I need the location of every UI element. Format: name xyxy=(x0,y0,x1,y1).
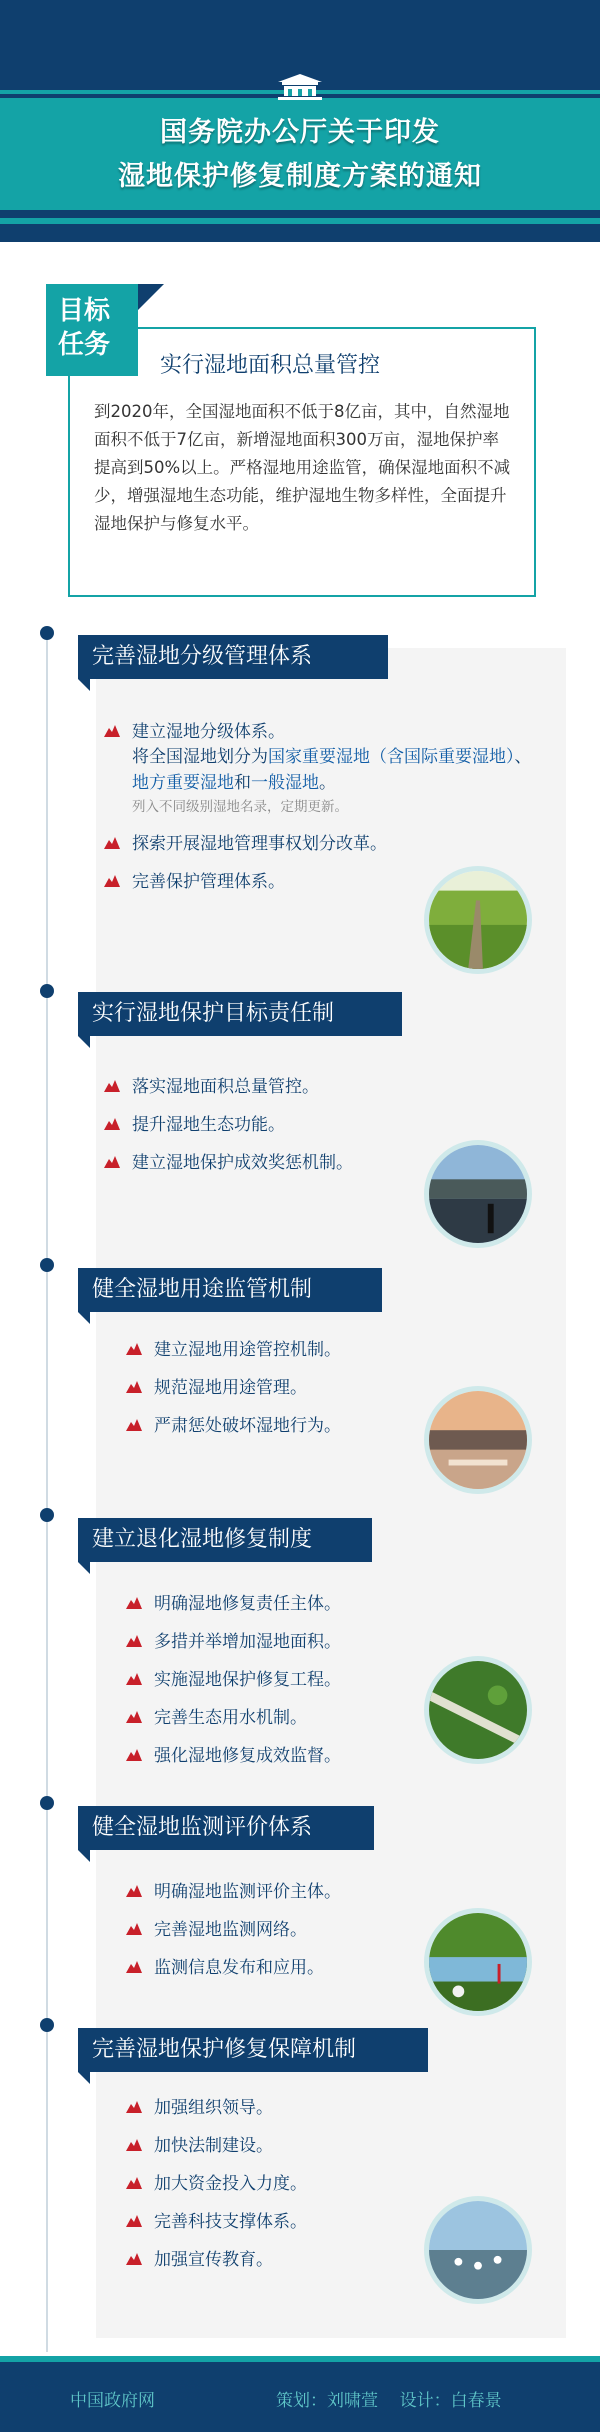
item-text: 规范湿地用途管理。 xyxy=(154,1378,307,1398)
mountain-bullet-icon xyxy=(126,1381,142,1393)
list-item xyxy=(126,2172,426,2196)
section-title: 完善湿地保护修复保障机制 xyxy=(78,2028,428,2072)
item-text: 落实湿地面积总量管控。 xyxy=(132,1077,319,1097)
item-text: 加大资金投入力度。 xyxy=(154,2174,307,2194)
section-title: 健全湿地用途监管机制 xyxy=(78,1268,382,1312)
mountain-bullet-icon xyxy=(126,2215,142,2227)
timeline-dot xyxy=(40,984,54,998)
wetland-sunset-photo xyxy=(424,1386,532,1494)
item-text: 加强组织领导。 xyxy=(154,2098,273,2118)
item-text: 明确湿地监测评价主体。 xyxy=(154,1882,341,1902)
item-text: 严肃惩处破坏湿地行为。 xyxy=(154,1416,341,1436)
list-item xyxy=(126,2134,426,2158)
item-text: 监测信息发布和应用。 xyxy=(154,1958,324,1978)
page-title-line1: 国务院办公厅关于印发 xyxy=(160,117,440,148)
mountain-bullet-icon xyxy=(126,1419,142,1431)
item-text: 强化湿地修复成效监督。 xyxy=(154,1746,341,1766)
item-text: 明确湿地修复责任主体。 xyxy=(154,1594,341,1614)
footer-source: 中国政府网 xyxy=(70,2391,155,2411)
item-text: 完善湿地监测网络。 xyxy=(154,1920,307,1940)
item-text: 完善科技支撑体系。 xyxy=(154,2212,307,2232)
mountain-bullet-icon xyxy=(126,1961,142,1973)
timeline-dot xyxy=(40,1258,54,1272)
item-text: 建立湿地分级体系。 xyxy=(132,722,285,742)
item-text: 建立湿地保护成效奖惩机制。 xyxy=(132,1153,353,1173)
mountain-bullet-icon xyxy=(104,1118,120,1130)
list-item xyxy=(104,1075,404,1099)
mountain-bullet-icon xyxy=(104,837,120,849)
goal-tag xyxy=(46,284,138,376)
item-note: 列入不同级别湿地名录，定期更新。 xyxy=(132,799,348,815)
mountain-bullet-icon xyxy=(126,2253,142,2265)
item-subtext: 将全国湿地划分为国家重要湿地（含国际重要湿地）、地方重要湿地和一般湿地。 xyxy=(132,747,532,793)
wetland-boardwalk-photo xyxy=(424,866,532,974)
mountain-bullet-icon xyxy=(126,1597,142,1609)
timeline-dot xyxy=(40,2018,54,2032)
timeline-dot xyxy=(40,1508,54,1522)
section-items xyxy=(126,1338,426,1452)
goal-tag-label: 目标 任务 xyxy=(58,296,111,360)
wetland-flower-photo xyxy=(424,1908,532,2016)
wetland-bridge-photo xyxy=(424,1656,532,1764)
list-item xyxy=(126,1744,426,1768)
mountain-bullet-icon xyxy=(126,1635,142,1647)
mountain-bullet-icon xyxy=(104,725,120,737)
footer-credits: 策划：刘啸萱 设计：白春景 xyxy=(276,2391,502,2411)
list-item xyxy=(104,1151,404,1175)
list-item xyxy=(126,2096,426,2120)
mountain-bullet-icon xyxy=(126,1885,142,1897)
section-title: 完善湿地分级管理体系 xyxy=(78,635,388,679)
item-text: 完善生态用水机制。 xyxy=(154,1708,307,1728)
mountain-bullet-icon xyxy=(126,1749,142,1761)
mountain-bullet-icon xyxy=(126,1673,142,1685)
section-title: 实行湿地保护目标责任制 xyxy=(78,992,402,1036)
item-text: 实施湿地保护修复工程。 xyxy=(154,1670,341,1690)
list-item xyxy=(126,1630,426,1654)
list-item xyxy=(126,2210,426,2234)
item-text: 提升湿地生态功能。 xyxy=(132,1115,285,1135)
list-item xyxy=(126,1668,426,1692)
mountain-bullet-icon xyxy=(104,1156,120,1168)
section-items xyxy=(104,1075,404,1189)
list-item xyxy=(126,1956,426,1980)
section-items xyxy=(126,1592,426,1782)
mountain-bullet-icon xyxy=(126,1923,142,1935)
timeline-dot xyxy=(40,1796,54,1810)
list-item xyxy=(126,1592,426,1616)
mountain-bullet-icon xyxy=(104,1080,120,1092)
goal-heading: 实行湿地面积总量管控 xyxy=(160,353,381,378)
wetland-pier-photo xyxy=(424,1140,532,1248)
item-text: 完善保护管理体系。 xyxy=(132,872,285,892)
list-item xyxy=(104,1113,404,1137)
timeline-dot xyxy=(40,626,54,640)
wetland-birds-photo xyxy=(424,2196,532,2304)
list-item xyxy=(126,1706,426,1730)
item-text: 探索开展湿地管理事权划分改革。 xyxy=(132,834,387,854)
mountain-bullet-icon xyxy=(126,1711,142,1723)
list-item xyxy=(126,2248,426,2272)
list-item xyxy=(126,1880,426,1904)
mountain-bullet-icon xyxy=(126,1343,142,1355)
item-text: 多措并举增加湿地面积。 xyxy=(154,1632,341,1652)
timeline-line xyxy=(46,632,48,2352)
page-title-line2: 湿地保护修复制度方案的通知 xyxy=(118,161,482,192)
section-items xyxy=(126,1880,426,1994)
mountain-bullet-icon xyxy=(126,2177,142,2189)
list-item xyxy=(104,832,544,856)
goal-tag-fold xyxy=(138,284,164,310)
section-title: 建立退化湿地修复制度 xyxy=(78,1518,372,1562)
list-item xyxy=(126,1338,426,1362)
item-text: 加快法制建设。 xyxy=(154,2136,273,2156)
goal-text: 到2020年，全国湿地面积不低于8亿亩，其中，自然湿地面积不低于7亿亩，新增湿地面积300万亩，湿地保护率提高到50%以上。严格湿地用途监管，确保湿地面积不减少，增强湿地生态功能，维护湿地生物多样性，全面提升湿地保护与修复水平。 xyxy=(94,402,511,533)
section-items xyxy=(126,2096,426,2286)
list-item xyxy=(126,1376,426,1400)
list-item xyxy=(126,1414,426,1438)
section-title: 健全湿地监测评价体系 xyxy=(78,1806,374,1850)
list-item xyxy=(104,720,544,818)
mountain-bullet-icon xyxy=(126,2139,142,2151)
header-divider xyxy=(0,218,600,224)
mountain-bullet-icon xyxy=(126,2101,142,2113)
list-item xyxy=(126,1918,426,1942)
mountain-bullet-icon xyxy=(104,875,120,887)
item-text: 建立湿地用途管控机制。 xyxy=(154,1340,341,1360)
item-text: 加强宣传教育。 xyxy=(154,2250,273,2270)
gate-building-icon xyxy=(274,72,326,102)
